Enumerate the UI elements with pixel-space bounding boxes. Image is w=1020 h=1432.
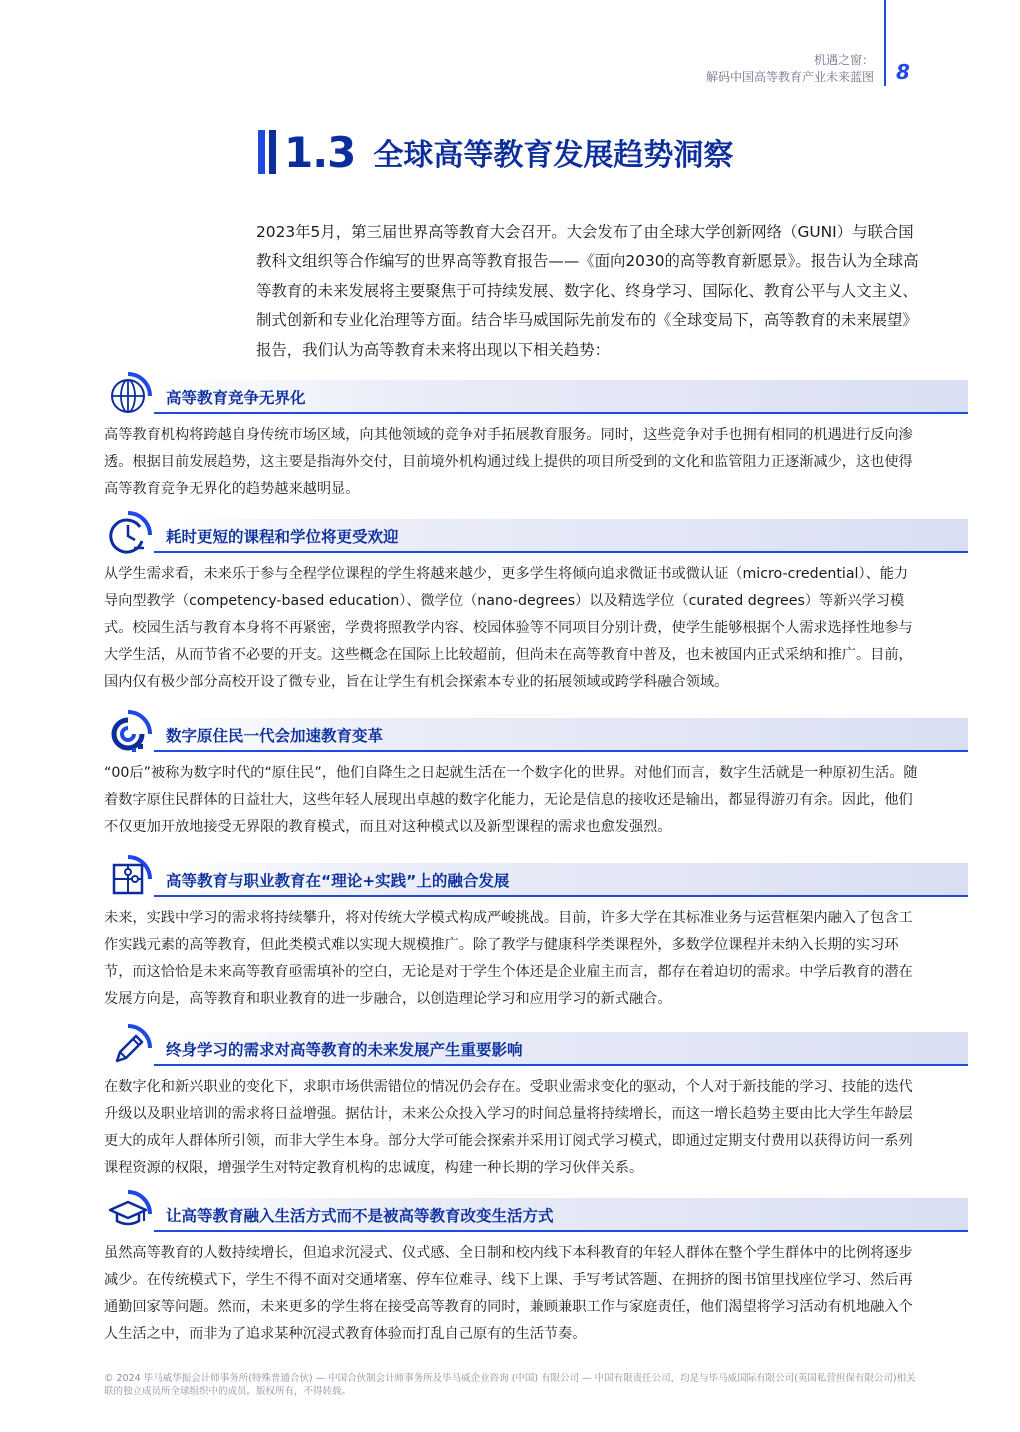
globe-icon bbox=[104, 372, 152, 420]
topic-body bbox=[104, 422, 920, 503]
section-bars-decoration bbox=[258, 130, 276, 174]
topic-body-text: 虽然高等教育的人数持续增长，但追求沉浸式、仪式感、全日制和校内线下本科教育的年轻人群体在整个学生群体中的比例将逐步减少。在传统模式下，学生不得不面对交通堵塞、停车位难寻、线下上课、手写考试答题、在拥挤的图书馆里找座位学习、然后再通勤回家等问题。然而，未来更多的学生将在接受高等教育的同时，兼顾兼职工作与家庭责任，他们渴望将学习活动有机地融入个人生活之中，而非为了追求某种沉浸式教育体验而打乱自己原有的生活节奏。 bbox=[104, 1245, 913, 1342]
topic-body-text: 在数字化和新兴职业的变化下，求职市场供需错位的情况仍会存在。受职业需求变化的驱动，个人对于新技能的学习、技能的迭代升级以及职业培训的需求将日益增强。据估计，未来公众投入学习的时间总量将持续增长，而这一增长趋势主要由比大学生年龄层更大的成年人群体所引领，而非大学生本身。部分大学可能会探索并采用订阅式学习模式，即通过定期支付费用以获得访问一系列课程资源的权限，增强学生对特定教育机构的忠诚度，构建一种长期的学习伙伴关系。 bbox=[104, 1079, 913, 1176]
copyright-footer: © 2024 毕马威华振会计师事务所(特殊普通合伙) — 中国合伙制会计师事务所及毕马威企业咨询 (中国) 有限公司 — 中国有限责任公司，均是与毕马威国际有限公司(英国私营担保有限公司)相关联的独立成员所全球组织中的成员。版权所有，不得转载。 bbox=[104, 1373, 916, 1397]
header-divider bbox=[884, 0, 886, 86]
digital-icon bbox=[104, 710, 152, 758]
topic-body bbox=[104, 561, 920, 696]
clock-icon bbox=[104, 511, 152, 559]
puzzle-icon bbox=[104, 855, 152, 903]
intro-paragraph bbox=[256, 218, 928, 365]
topic-body bbox=[104, 1240, 920, 1348]
topic-heading: 耗时更短的课程和学位将更受欢迎 bbox=[166, 528, 399, 546]
running-header-line2: 解码中国高等教育产业未来蓝图 bbox=[705, 70, 874, 84]
topic-heading: 高等教育与职业教育在“理论+实践”上的融合发展 bbox=[166, 872, 510, 890]
topic-heading: 数字原住民一代会加速教育变革 bbox=[166, 727, 384, 745]
topic-body-text: 未来，实践中学习的需求将持续攀升，将对传统大学模式构成严峻挑战。目前，许多大学在其标准业务与运营框架内融入了包含工作实践元素的高等教育，但此类模式难以实现大规模推广。除了教学与健康科学类课程外，多数学位课程并未纳入长期的实习环节，而这恰恰是未来高等教育亟需填补的空白，无论是对于学生个体还是企业雇主而言，都存在着迫切的需求。中学后教育的潜在发展方向是，高等教育和职业教育的进一步融合，以创造理论学习和应用学习的新式融合。 bbox=[104, 910, 913, 1007]
page-number: 8 bbox=[896, 60, 910, 84]
topic-heading: 让高等教育融入生活方式而不是被高等教育改变生活方式 bbox=[166, 1207, 554, 1225]
topic-body bbox=[104, 905, 920, 1013]
running-header bbox=[706, 52, 874, 86]
topic-body-text: “00后”被称为数字时代的“原住民”，他们自降生之日起就生活在一个数字化的世界。对他们而言，数字生活就是一种原初生活。随着数字原住民群体的日益壮大，这些年轻人展现出卓越的数字化能力，无论是信息的接收还是输出，都显得游刃有余。因此，他们不仅更加开放地接受无界限的教育模式，而且对这种模式以及新型课程的需求也愈发强烈。 bbox=[104, 765, 918, 835]
running-header-line1: 机遇之窗： bbox=[813, 53, 874, 67]
section-number: 1.3 bbox=[284, 127, 356, 177]
section-title: 全球高等教育发展趋势洞察 bbox=[373, 138, 734, 173]
topic-body bbox=[104, 1074, 920, 1182]
topic-body-text: 高等教育机构将跨越自身传统市场区域，向其他领域的竞争对手拓展教育服务。同时，这些竞争对手也拥有相同的机遇进行反向渗透。根据目前发展趋势，这主要是指海外交付，目前境外机构通过线上提供的项目所受到的文化和监管阻力正逐渐减少，这也使得高等教育竞争无界化的趋势越来越明显。 bbox=[104, 427, 913, 497]
pen-icon bbox=[104, 1024, 152, 1072]
topic-heading: 终身学习的需求对高等教育的未来发展产生重要影响 bbox=[166, 1041, 523, 1059]
topic-body bbox=[104, 760, 920, 841]
intro-text: 2023年5月，第三届世界高等教育大会召开。大会发布了由全球大学创新网络（GUNI）与联合国教科文组织等合作编写的世界高等教育报告——《面向2030的高等教育新愿景》。报告认为全球高等教育的未来发展将主要聚焦于可持续发展、数字化、终身学习、国际化、教育公平与人文主义、制式创新和专业化治理等方面。结合毕马威国际先前发布的《全球变局下，高等教育的未来展望》报告，我们认为高等教育未来将出现以下相关趋势： bbox=[256, 223, 919, 359]
topic-body-text: 从学生需求看，未来乐于参与全程学位课程的学生将越来越少，更多学生将倾向追求微证书或微认证（micro-credential）、能力导向型教学（competency-based education）、微学位（nano-degrees）以及精选学位（curated degrees）等新兴学习模式。校园生活与教育本身将不再紧密，学费将照教学内容、校园体验等不同项目分别计费，使学生能够根据个人需求选择性地参与大学生活，从而节省不必要的开支。这些概念在国际上比较超前，但尚未在高等教育中普及，也未被国内正式采纳和推广。目前，国内仅有极少部分高校开设了微专业，旨在让学生有机会探索本专业的拓展领域或跨学科融合领域。 bbox=[104, 566, 913, 690]
section-heading bbox=[258, 128, 733, 176]
topic-heading: 高等教育竞争无界化 bbox=[166, 389, 306, 407]
graduation-cap-icon bbox=[104, 1190, 152, 1238]
